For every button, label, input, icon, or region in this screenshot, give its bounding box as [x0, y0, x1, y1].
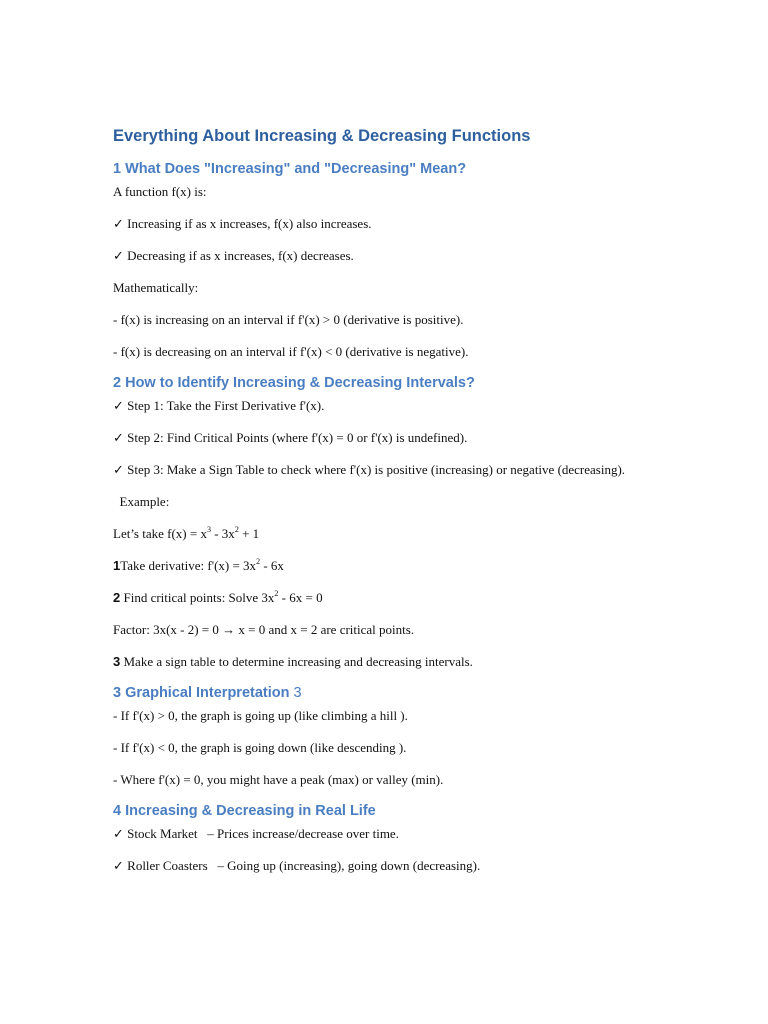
- text-run: - 6x: [260, 558, 284, 573]
- example-step-1: [113, 556, 633, 575]
- document-page: [113, 126, 633, 888]
- bullet-line: - If f'(x) > 0, the graph is going up (like climbing a hill ).: [113, 708, 408, 723]
- section-4-heading: [113, 802, 633, 820]
- example-label: Example:: [113, 494, 170, 509]
- bullet-line: - f(x) is increasing on an interval if f'(x) > 0 (derivative is positive).: [113, 312, 464, 327]
- text-run: Make a sign table to determine increasing and decreasing intervals.: [120, 654, 473, 669]
- text-run: - 3x: [210, 526, 235, 541]
- example-step-2: [113, 588, 633, 607]
- bullet-line: - Where f'(x) = 0, you might have a peak (max) or valley (min).: [113, 772, 444, 787]
- step-number: 1: [113, 558, 121, 573]
- section-number: 3: [113, 685, 122, 701]
- example-function: [113, 524, 633, 543]
- section-number: 2: [113, 375, 122, 391]
- section-heading-text: What Does "Increasing" and "Decreasing" Mean?: [121, 161, 467, 177]
- section-3-heading: [113, 684, 633, 702]
- section-number: 1: [113, 161, 122, 177]
- superscript: 3: [206, 525, 211, 534]
- checklist-item: ✓ Roller Coasters – Going up (increasing), going down (decreasing).: [113, 858, 481, 873]
- step-number: 3: [113, 654, 121, 669]
- section-number: 4: [113, 803, 122, 819]
- section-heading-text: Increasing & Decreasing in Real Life: [121, 803, 376, 819]
- checklist-item: ✓ Step 2: Find Critical Points (where f'(x) = 0 or f'(x) is undefined).: [113, 430, 468, 445]
- text-run: Take derivative: f'(x) = 3x: [120, 558, 257, 573]
- bullet-line: - If f'(x) < 0, the graph is going down (like descending ).: [113, 740, 407, 755]
- paragraph: Mathematically:: [113, 280, 199, 295]
- checklist-item: ✓ Step 1: Take the First Derivative f'(x).: [113, 398, 325, 413]
- document-title: Everything About Increasing & Decreasing Functions: [113, 127, 531, 145]
- checklist-item: ✓ Decreasing if as x increases, f(x) decreases.: [113, 248, 354, 263]
- example-step-3: [113, 652, 633, 671]
- checklist-item: ✓ Step 3: Make a Sign Table to check where f'(x) is positive (increasing) or negative (decreasing).: [113, 462, 626, 477]
- section-heading-text: How to Identify Increasing & Decreasing Intervals?: [121, 375, 475, 391]
- checklist-item: ✓ Increasing if as x increases, f(x) also increases.: [113, 216, 372, 231]
- example-factor: Factor: 3x(x - 2) = 0 → x = 0 and x = 2 are critical points.: [113, 622, 415, 637]
- bullet-line: - f(x) is decreasing on an interval if f'(x) < 0 (derivative is negative).: [113, 344, 469, 359]
- section-heading-text: Graphical Interpretation: [121, 685, 290, 701]
- text-run: Find critical points: Solve 3x: [120, 590, 275, 605]
- text-run: Let’s take f(x) = x: [113, 526, 207, 541]
- text-run: + 1: [238, 526, 260, 541]
- checklist-item: ✓ Stock Market – Prices increase/decrease over time.: [113, 826, 399, 841]
- heading-trail: 3: [289, 685, 302, 701]
- text-run: - 6x = 0: [278, 590, 323, 605]
- step-number: 2: [113, 590, 121, 605]
- paragraph: A function f(x) is:: [113, 184, 207, 199]
- section-1-heading: [113, 160, 633, 178]
- section-2-heading: [113, 374, 633, 392]
- superscript: 2: [234, 525, 239, 534]
- superscript: 2: [256, 557, 261, 566]
- superscript: 2: [274, 589, 279, 598]
